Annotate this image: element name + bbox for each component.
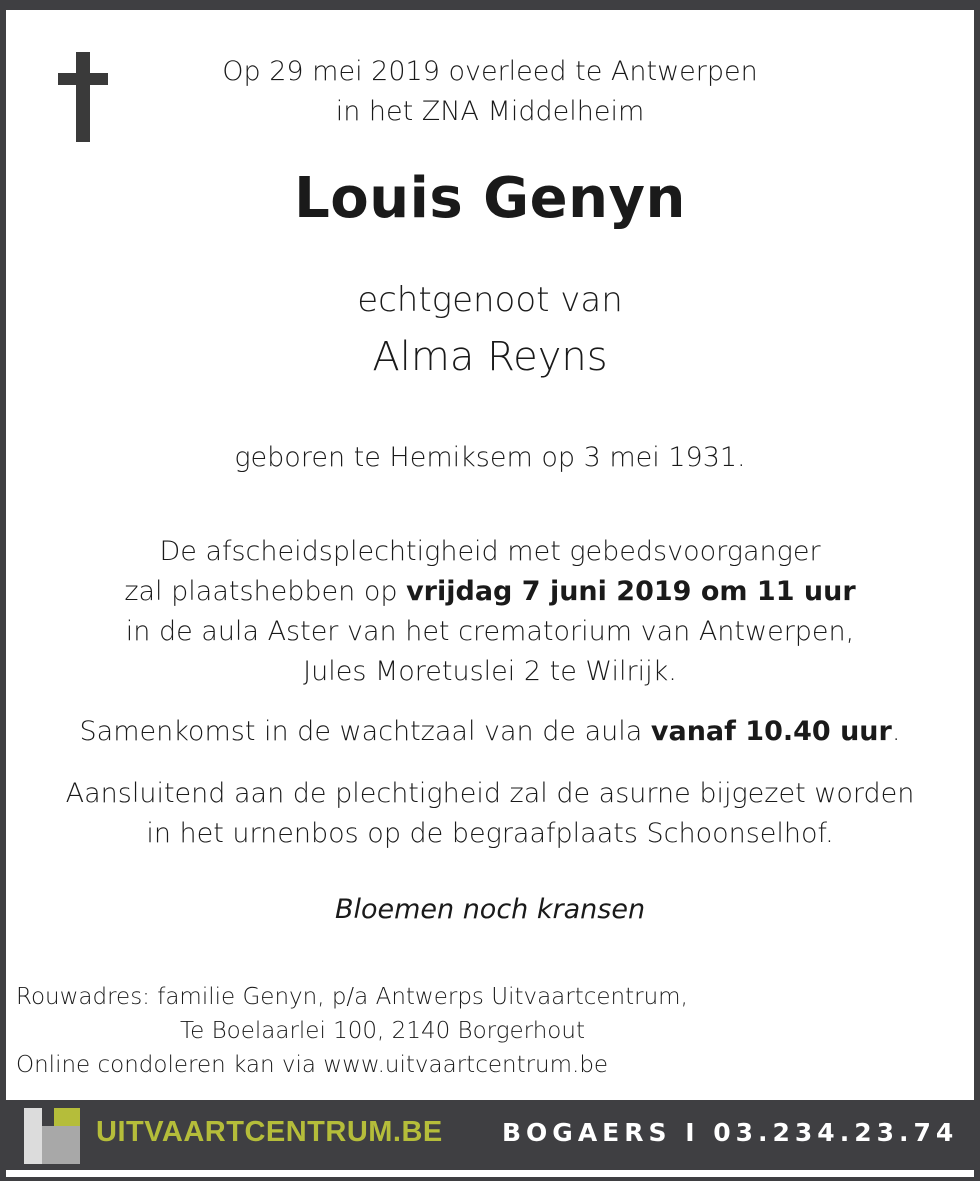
- urn-line-1: Aansluitend aan de plechtigheid zal de asurne bijgezet worden: [65, 778, 915, 809]
- brand-name: UITVAARTCENTRUM.BE: [96, 1116, 443, 1148]
- ceremony-line-1: De afscheidsplechtigheid met gebedsvoorganger: [159, 536, 821, 567]
- ceremony-date: vrijdag 7 juni 2019 om 11 uur: [406, 576, 856, 607]
- ceremony-line-3: in de aula Aster van het crematorium van Antwerpen,: [125, 616, 855, 647]
- birth-info: geboren te Hemiksem op 3 mei 1931.: [234, 442, 746, 473]
- ceremony-line-4: Jules Moretuslei 2 te Wilrijk.: [303, 656, 677, 687]
- flowers-note: Bloemen noch kransen: [334, 894, 646, 925]
- ceremony-line-2: [0, 572, 980, 612]
- spouse-name: Alma Reyns: [372, 334, 608, 380]
- ceremony-line-2-text: zal plaatshebben op: [124, 576, 407, 607]
- gathering-time: vanaf 10.40 uur: [650, 716, 892, 747]
- uitvaartcentrum-logo-icon: [24, 1108, 80, 1164]
- footer-bar: [6, 1100, 974, 1170]
- condolence-line: Online condoleren kan via www.uitvaartcentrum.be: [16, 1052, 609, 1078]
- gathering-text: Samenkomst in de wachtzaal van de aula: [79, 716, 651, 747]
- address-line-1: Rouwadres: familie Genyn, p/a Antwerps Uitvaartcentrum,: [16, 984, 688, 1010]
- contact-info: BOGAERS I 03.234.23.74: [502, 1118, 959, 1147]
- deceased-name: Louis Genyn: [294, 166, 686, 231]
- gathering-period: .: [891, 716, 901, 747]
- relation-text: echtgenoot van: [357, 280, 623, 320]
- gathering-line: [0, 712, 980, 752]
- address-line-2: Te Boelaarlei 100, 2140 Borgerhout: [180, 1018, 585, 1044]
- urn-line-2: in het urnenbos op de begraafplaats Schoonselhof.: [146, 818, 834, 849]
- intro-line-1: Op 29 mei 2019 overleed te Antwerpen: [222, 56, 758, 87]
- intro-line-2: in het ZNA Middelheim: [335, 96, 645, 127]
